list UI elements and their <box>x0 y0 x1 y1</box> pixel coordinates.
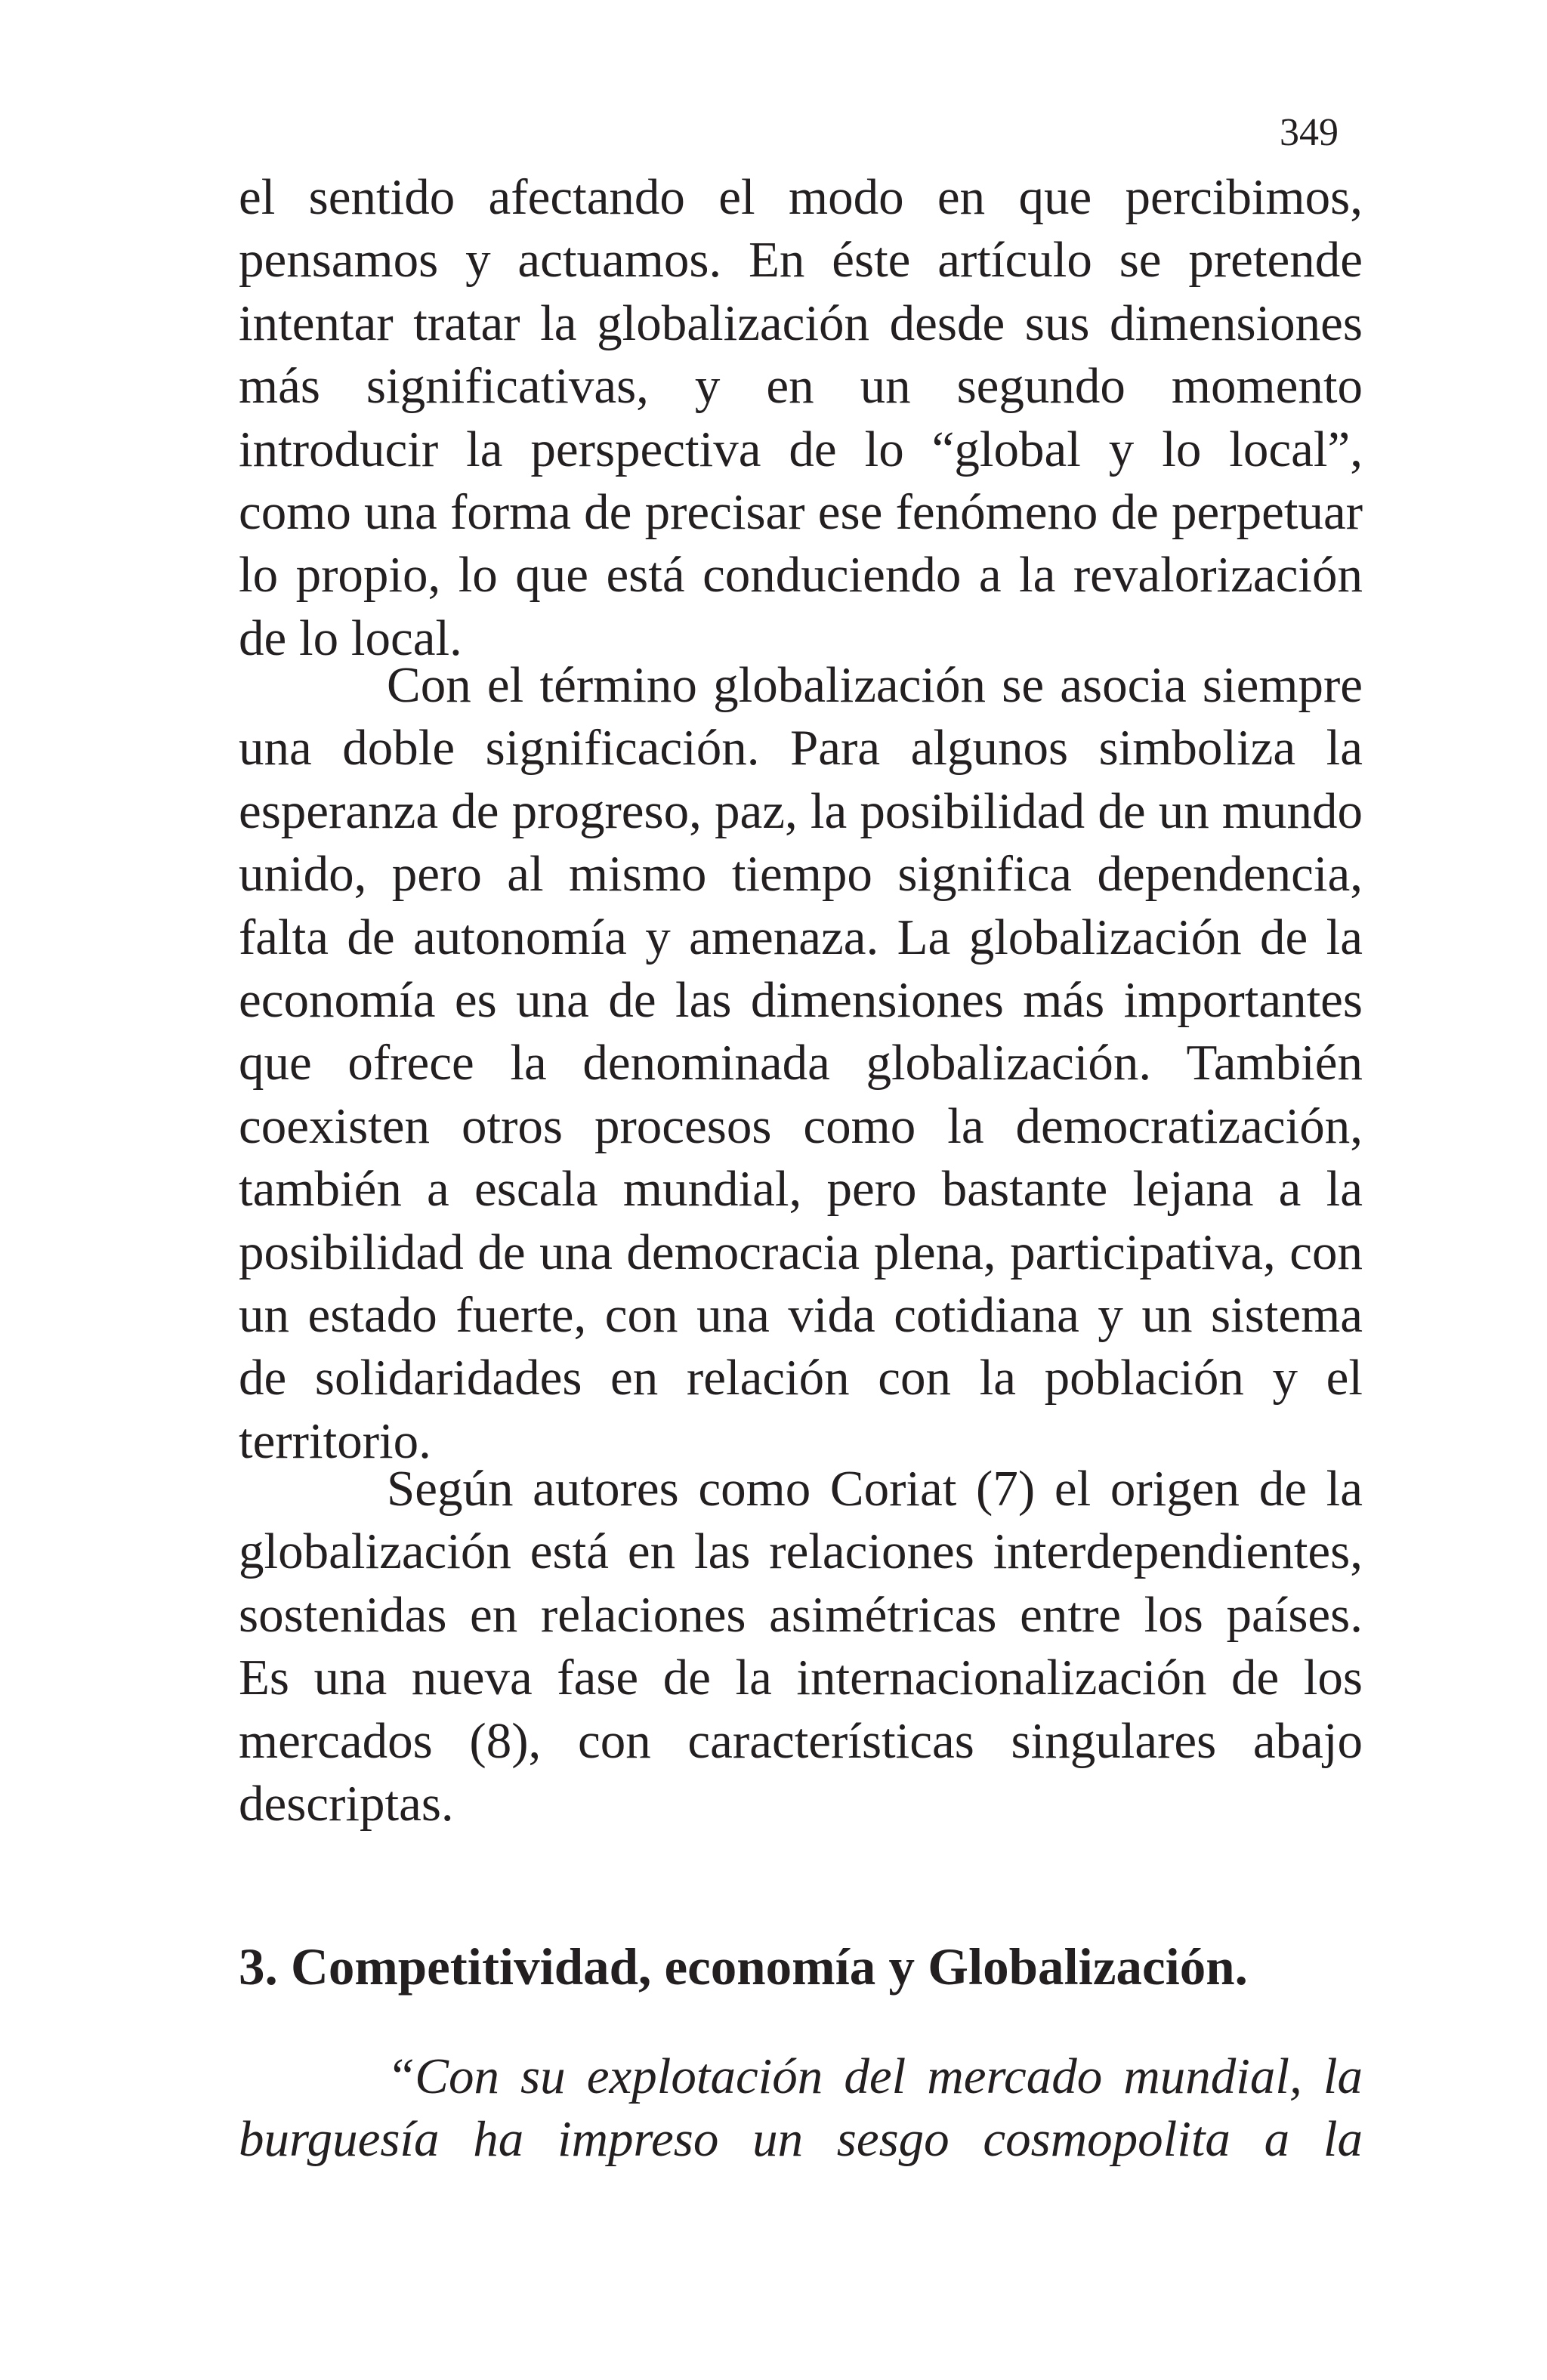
section-heading: 3. Competitividad, economía y Globalización. <box>239 1938 1248 1996</box>
block-quote <box>239 2045 1363 2172</box>
page-number: 349 <box>1280 111 1339 154</box>
paragraph <box>239 1458 1363 1835</box>
paragraph-continuation <box>239 166 1363 670</box>
quote-text: “Con su explotación del mercado mundial, la burguesía ha impreso un sesgo cosmopolita a la <box>239 2048 1363 2168</box>
paragraph-text: el sentido afectando el modo en que percibimos, pensamos y actuamos. En éste artículo se pretende intentar tratar la globalización desde sus dimensiones más significativas, y en un segundo momento introducir la perspectiva de lo “global y lo local”, como una forma de precisar ese fenómeno de perpetuar lo propio, lo que está conduciendo a la revalorización de lo local. <box>239 169 1363 666</box>
paragraph-text: Con el término globalización se asocia siempre una doble significación. Para algunos simboliza la esperanza de progreso, paz, la posibilidad de un mundo unido, pero al mismo tiempo significa dependencia, falta de autonomía y amenaza. La globalización de la economía es una de las dimensiones más importantes que ofrece la denominada globalización. También coexisten otros procesos como la democratización, también a escala mundial, pero bastante lejana a la posibilidad de una democracia plena, participativa, con un estado fuerte, con una vida cotidiana y un sistema de solidaridades en relación con la población y el territorio. <box>239 657 1363 1469</box>
paragraph <box>239 654 1363 1473</box>
paragraph-text: Según autores como Coriat (7) el origen de la globalización está en las relaciones interdependientes, sostenidas en relaciones asimétricas entre los países. Es una nueva fase de la internacionalización de los mercados (8), con características singulares abajo descriptas. <box>239 1461 1363 1832</box>
